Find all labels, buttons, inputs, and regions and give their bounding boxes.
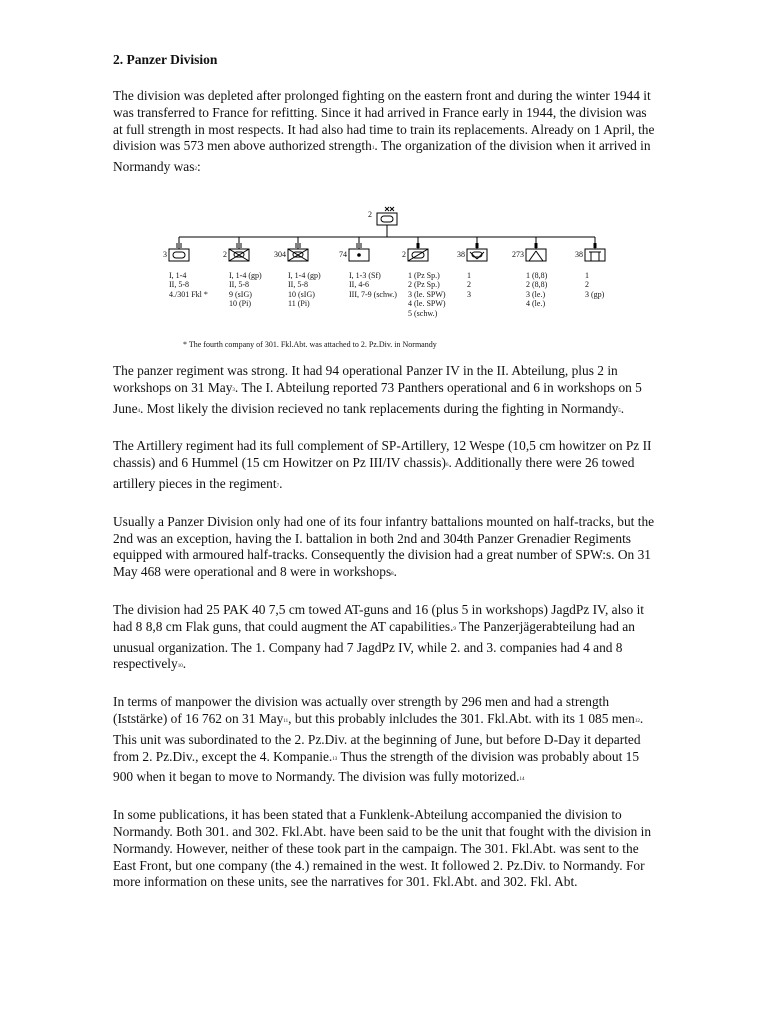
paragraph-text: The division had 25 PAK 40 7,5 cm towed AT-guns and 16 (plus 5 in workshops) JagdPz IV, also it had 8 8,8 cm Flak guns, that could augment the AT capabilities. — [113, 601, 645, 634]
unit-number: 2 — [402, 249, 406, 259]
org-chart-lines — [113, 197, 658, 337]
footnote-ref[interactable]: 9 — [453, 626, 456, 632]
paragraph-text: : — [196, 159, 201, 175]
paragraph-text: . Most likely the division recieved no tank replacements during the fighting in Normandy — [140, 400, 619, 416]
paragraph-intro — [113, 88, 658, 180]
division-number: 2 — [368, 209, 372, 219]
paragraph-text: The panzer regiment was strong. It had 94 operational Panzer IV in the II. Abteilung, plus 2 in workshops on 31 May — [113, 362, 618, 395]
paragraph-text: . Additionally there were 26 towed artillery pieces in the regiment — [113, 455, 635, 491]
unit-number: 74 — [339, 249, 347, 259]
paragraph-text: The division was depleted after prolonged fighting on the eastern front and during the winter 1944 it was transferred to France for refitting. Since it had arrived in France early in 1944, the division was at full strength in most respects. It had also had time to train its replacements. Already on 1 April, the division was 573 men above authorized strength — [113, 88, 655, 154]
paragraph-text: . This unit was subordinated to the 2. Pz.Div. at the beginning of June, but before D-Day it departed from 2. Pz.Div., except the 4. Kompanie. — [113, 710, 644, 764]
footnote-ref[interactable]: 14 — [519, 777, 525, 783]
unit-number: 304 — [274, 249, 286, 259]
unit-number: 3 — [163, 249, 167, 259]
unit-details: 1 2 3 (gp) — [585, 270, 605, 299]
unit-details: I, 1-4 II, 5-8 4./301 Fkl * — [169, 270, 208, 299]
armor-oval — [381, 216, 393, 222]
unit-number: 38 — [457, 249, 465, 259]
unit-details: 1 (Pz Sp.) 2 (Pz Sp.) 3 (le. SPW) 4 (le. SPW) 5 (schw.) — [408, 270, 446, 318]
footnote-ref[interactable]: 12 — [634, 718, 640, 724]
footnote-ref[interactable]: 7 — [276, 483, 280, 489]
paragraph-text: , but this probably inlcludes the 301. Fkl.Abt. with its 1 085 men — [288, 710, 635, 726]
paragraph-text: . — [393, 564, 398, 580]
footnote-ref[interactable]: 5 — [618, 408, 621, 414]
division-symbol — [377, 213, 397, 225]
footnote-ref[interactable]: 8 — [391, 572, 394, 578]
org-chart-footnote: * The fourth company of 301. Fkl.Abt. was attached to 2. Pz.Div. in Normandy — [183, 339, 437, 349]
footnote-ref[interactable]: 10 — [177, 664, 183, 670]
footnote-ref[interactable]: 6 — [445, 463, 449, 469]
footnote-ref[interactable]: 2 — [194, 167, 197, 173]
paragraph-text: . The I. Abteilung reported 73 Panthers operational and 6 in workshops on 5 June — [113, 379, 642, 416]
unit-details: I, 1-3 (Sf) II, 4-6 III, 7-9 (schw.) — [349, 270, 397, 299]
page-title: 2. Panzer Division — [113, 52, 218, 67]
paragraph-text: . The organization of the division when it arrived in Normandy was — [113, 138, 651, 175]
paragraph-text: The Artillery regiment had its full complement of SP-Artillery, 12 Wespe (10,5 cm howitzer on Pz II chassis) and 6 Hummel (15 cm Howitzer on Pz III/IV chassis) — [113, 438, 652, 471]
paragraph-artillery — [113, 438, 658, 496]
unit-number: 273 — [512, 249, 524, 259]
paragraph-text: Usually a Panzer Division only had one of its four infantry battalions mounted on half-tracks, but the 2nd was an exception, having the I. battalion in both 2nd and 304th Panzer Grenadier Regiments equipped with armoured half-tracks. Consequently the division had a great number of SPW:s. On 31 May 468 were operational and 8 were in workshops — [113, 513, 655, 580]
paragraph-funklenk: In some publications, it has been stated that a Funklenk-Abteilung accompanied the division to Normandy. Both 301. and 302. Fkl.Abt. have been said to be the unit that fought with the division in Normandy. However, neither of these took part in the campaign. The 301. Fkl.Abt. was sent to the East Front, but one company (the 4.) remained in the west. It followed 2. Pz.Div. to Normandy. For more information on these units, see the narratives for 301. Fkl.Abt. and 302. Fkl. Abt. — [113, 807, 652, 890]
org-chart — [113, 197, 658, 357]
paragraph-text: . — [182, 656, 187, 672]
unit-details: 1 2 3 — [467, 270, 471, 299]
paragraph-text: . — [279, 475, 283, 491]
footnote-ref[interactable]: 3 — [232, 387, 235, 393]
document-page — [113, 52, 658, 908]
unit-number: 38 — [575, 249, 583, 259]
footnote-ref[interactable]: 4 — [137, 408, 141, 414]
footnote-ref[interactable]: 1 — [371, 146, 375, 152]
paragraph-panzer-regiment — [113, 363, 658, 421]
paragraph-manpower — [113, 694, 658, 790]
paragraph-infantry — [113, 514, 658, 585]
paragraph-text: In terms of manpower the division was actually over strength by 296 men and had a strength (Iststärke) of 16 762 on 31 May — [113, 694, 610, 726]
paragraph-text: The Panzerjägerabteilung had an unusual organization. The 1. Company had 7 JagdPz IV, while 2. and 3. companies had 4 and 8 respectively — [113, 618, 635, 672]
unit-details: I, 1-4 (gp) II, 5-8 10 (sIG) 11 (Pi) — [288, 270, 321, 309]
unit-details: I, 1-4 (gp) II, 5-8 9 (sIG) 10 (Pi) — [229, 270, 262, 309]
paragraph-text: Thus the strength of the division was probably about 15 900 when it began to move to Normandy. The division was fully motorized. — [113, 748, 640, 785]
unit-number: 2 — [223, 249, 227, 259]
paragraph-antitank — [113, 602, 658, 677]
footnote-ref[interactable]: 13 — [332, 756, 338, 762]
paragraph-text: . — [620, 400, 625, 416]
unit-details: 1 (8,8) 2 (8,8) 3 (le.) 4 (le.) — [526, 270, 548, 309]
footnote-ref[interactable]: 11 — [283, 718, 289, 724]
